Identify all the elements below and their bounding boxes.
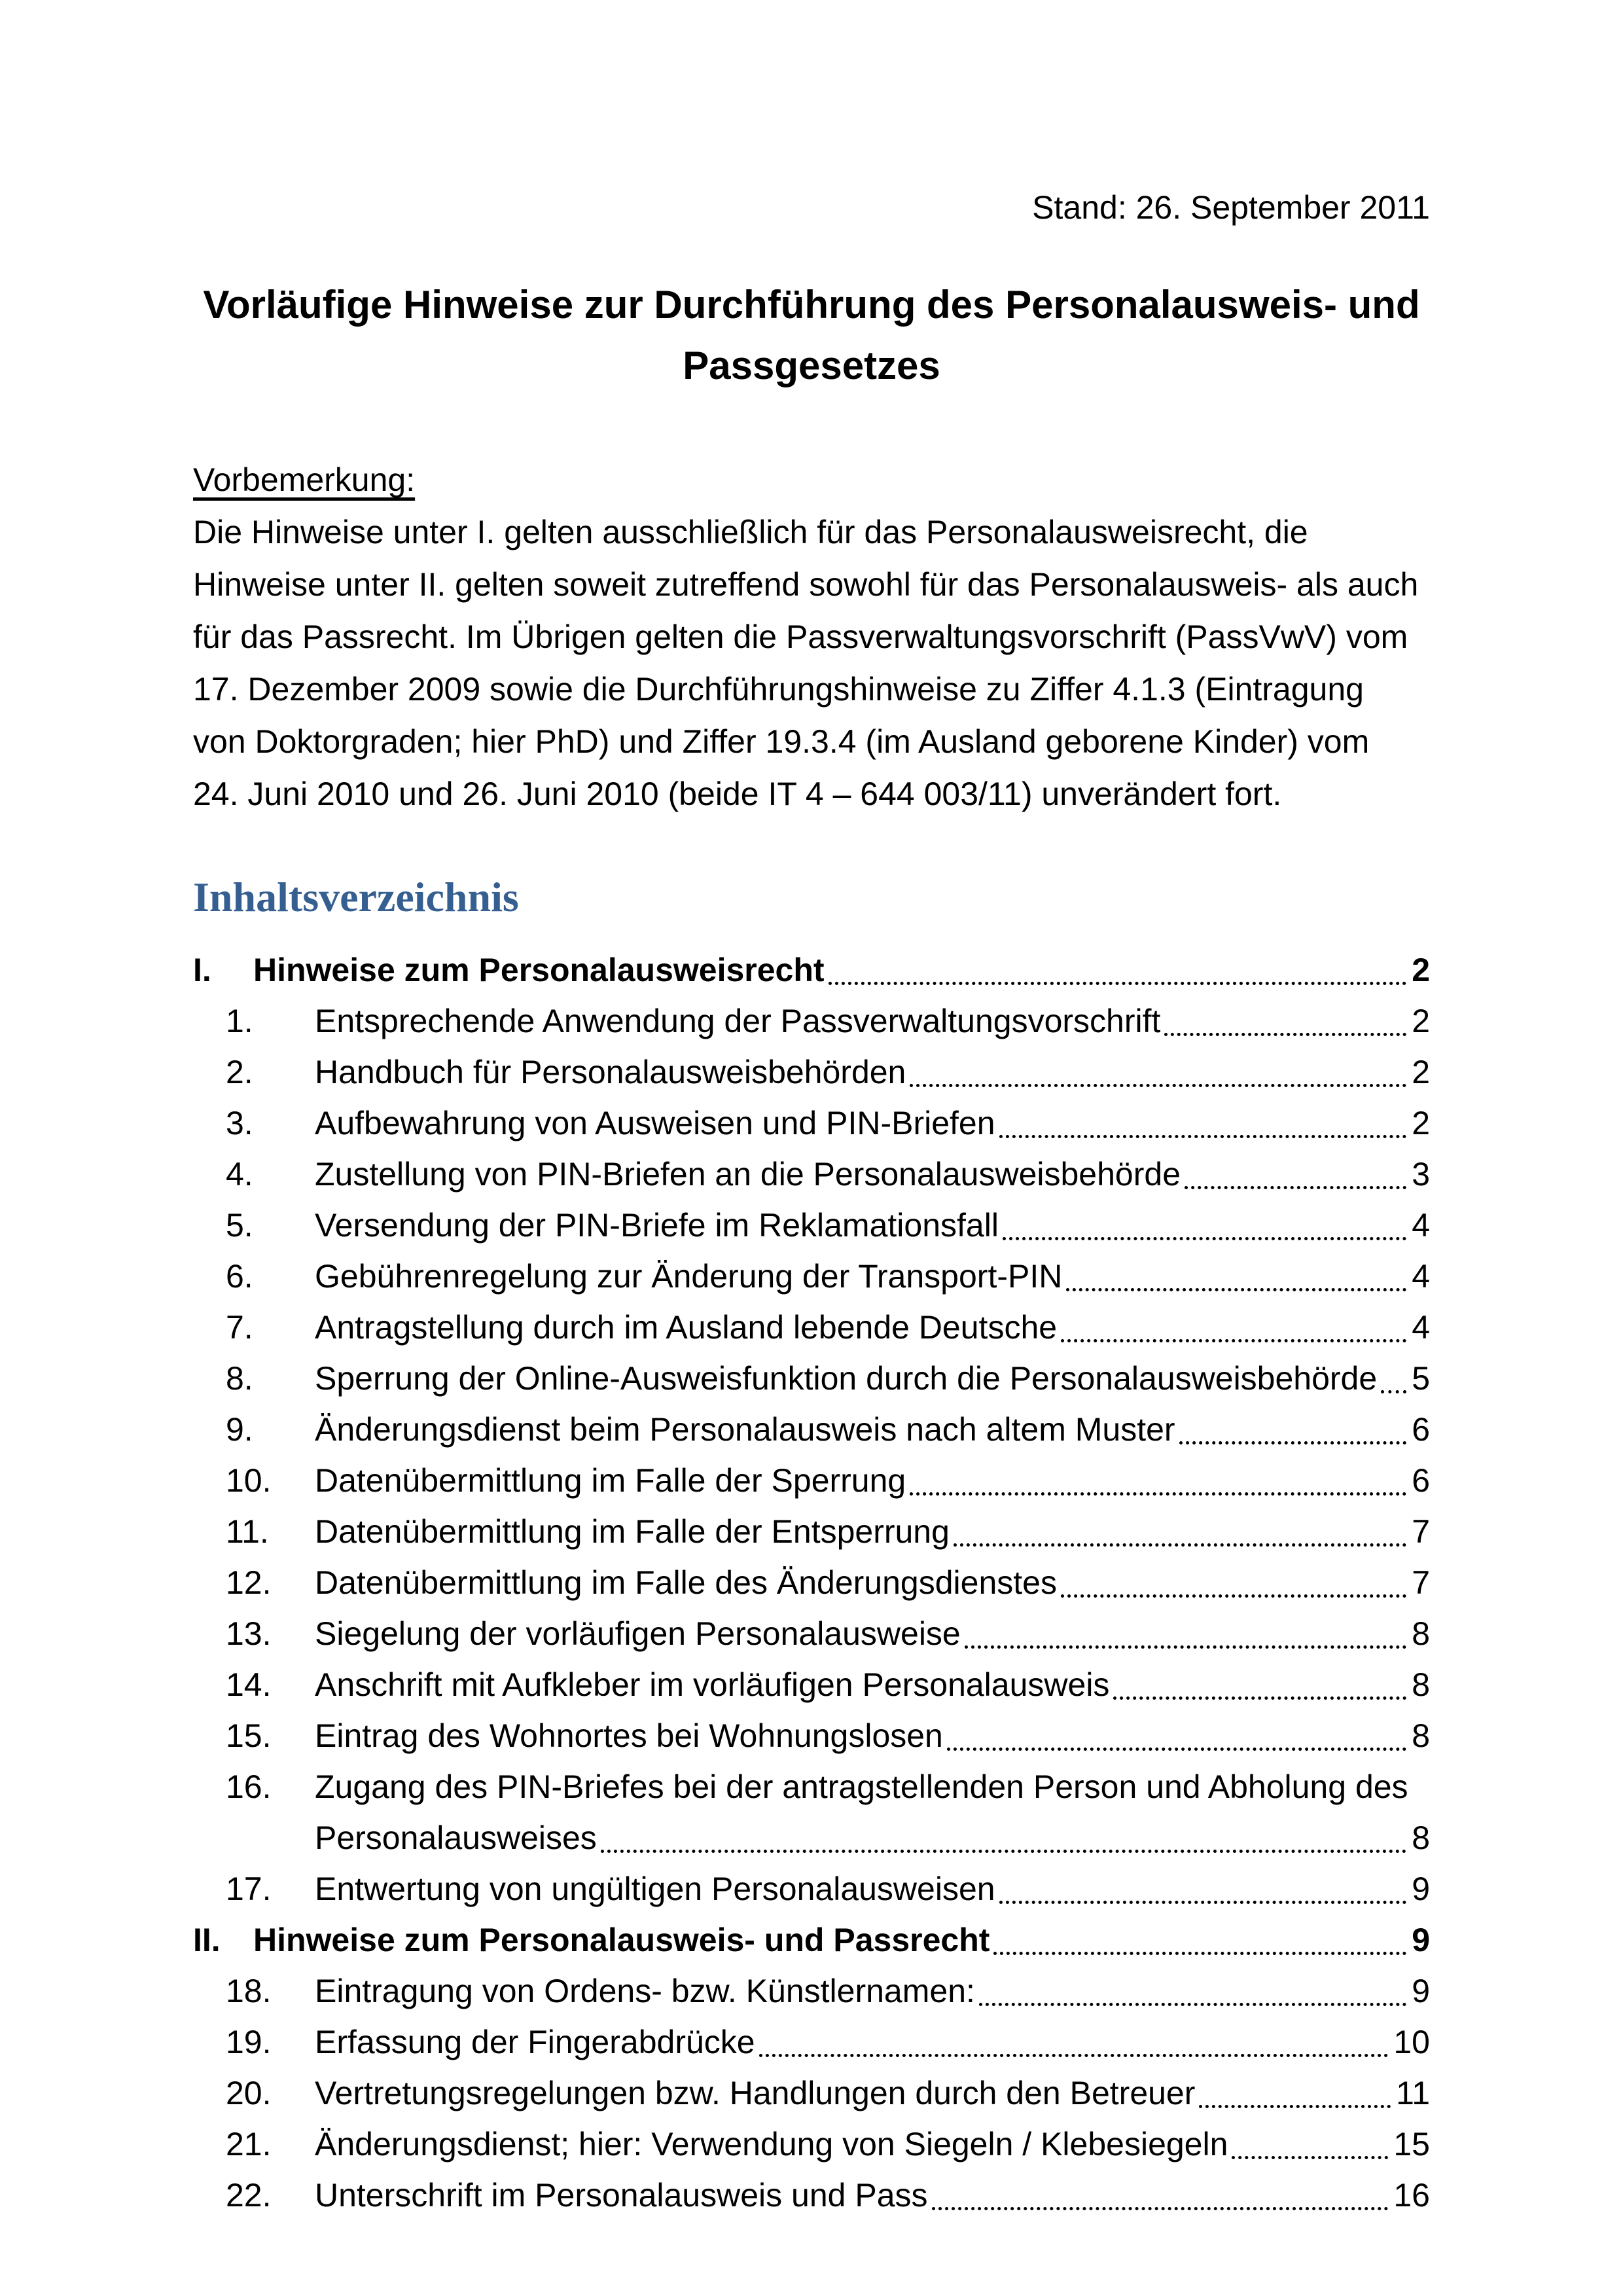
toc-entry-label: Handbuch für Personalausweisbehörden bbox=[315, 1054, 906, 1090]
foreword-heading: Vorbemerkung: bbox=[193, 461, 416, 498]
toc-entry-page: 11 bbox=[1396, 2075, 1430, 2111]
toc-entry-II[interactable] bbox=[193, 1914, 1430, 1965]
toc-heading: Inhaltsverzeichnis bbox=[193, 874, 519, 920]
toc-entry-label: Antragstellung durch im Ausland lebende Deutsche bbox=[315, 1309, 1058, 1346]
toc-entry-page: 4 bbox=[1412, 1309, 1430, 1346]
toc-entry-label: Siegelung der vorläufigen Personalausweise bbox=[315, 1615, 961, 1652]
toc-entry-number: II. bbox=[193, 1922, 221, 1958]
toc-entry-22[interactable] bbox=[193, 2170, 1430, 2221]
toc-entry-label: Datenübermittlung im Falle der Sperrung bbox=[315, 1462, 906, 1499]
toc-entry-page: 2 bbox=[1412, 1003, 1430, 1039]
toc-entry-label: Hinweise zum Personalausweisrecht bbox=[253, 952, 825, 988]
toc-entry-number: 19. bbox=[226, 2024, 272, 2060]
toc-entry-label: Datenübermittlung im Falle der Entsperrung bbox=[315, 1513, 950, 1550]
toc-dot-leader bbox=[993, 1952, 1406, 1955]
toc-entry-page: 8 bbox=[1412, 1820, 1430, 1856]
document-date-line: Stand: 26. September 2011 bbox=[1032, 189, 1430, 226]
toc-entry-page: 6 bbox=[1412, 1411, 1430, 1448]
toc-entry-9[interactable] bbox=[193, 1404, 1430, 1455]
table-of-contents bbox=[193, 944, 1430, 2221]
toc-entry-number: 9. bbox=[226, 1411, 253, 1448]
toc-entry-number: 20. bbox=[226, 2075, 272, 2111]
toc-entry-I[interactable] bbox=[193, 944, 1430, 996]
toc-entry-number: 16. bbox=[226, 1768, 272, 1805]
toc-entry-14[interactable] bbox=[193, 1659, 1430, 1710]
toc-entry-page: 2 bbox=[1412, 1105, 1430, 1141]
toc-entry-page: 2 bbox=[1412, 952, 1430, 988]
toc-entry-number: 21. bbox=[226, 2126, 272, 2162]
toc-entry-8[interactable] bbox=[193, 1353, 1430, 1404]
toc-entry-label: Änderungsdienst beim Personalausweis nach altem Muster bbox=[315, 1411, 1175, 1448]
toc-dot-leader bbox=[947, 1748, 1406, 1751]
toc-entry-label: Gebührenregelung zur Änderung der Transport-PIN bbox=[315, 1258, 1063, 1295]
toc-entry-page: 9 bbox=[1412, 1973, 1430, 2009]
toc-entry-page: 8 bbox=[1412, 1615, 1430, 1652]
toc-entry-page: 9 bbox=[1412, 1922, 1430, 1958]
toc-entry-10[interactable] bbox=[193, 1455, 1430, 1506]
foreword-section bbox=[193, 454, 1430, 820]
toc-entry-label: Entsprechende Anwendung der Passverwaltungsvorschrift bbox=[315, 1003, 1161, 1039]
toc-dot-leader bbox=[759, 2054, 1389, 2057]
toc-dot-leader bbox=[910, 1492, 1406, 1496]
toc-entry-number: 2. bbox=[226, 1054, 253, 1090]
toc-entry-6[interactable] bbox=[193, 1251, 1430, 1302]
toc-entry-number: 10. bbox=[226, 1462, 272, 1499]
toc-entry-label: Erfassung der Fingerabdrücke bbox=[315, 2024, 755, 2060]
toc-entry-number: 4. bbox=[226, 1156, 253, 1193]
toc-dot-leader bbox=[999, 1901, 1407, 1904]
toc-entry-page: 6 bbox=[1412, 1462, 1430, 1499]
document-title bbox=[193, 274, 1430, 396]
toc-entry-label: Hinweise zum Personalausweis- und Passrecht bbox=[253, 1922, 990, 1958]
toc-dot-leader bbox=[910, 1084, 1406, 1087]
foreword-line: für das Passrecht. Im Übrigen gelten die Passverwaltungsvorschrift (PassVwV) vom bbox=[193, 619, 1408, 655]
toc-dot-leader bbox=[932, 2207, 1389, 2210]
toc-entry-number: 11. bbox=[226, 1513, 269, 1550]
toc-dot-leader bbox=[829, 982, 1407, 985]
toc-entry-11[interactable] bbox=[193, 1506, 1430, 1557]
toc-entry-label: Entwertung von ungültigen Personalausweisen bbox=[315, 1871, 995, 1907]
toc-dot-leader bbox=[1179, 1441, 1407, 1444]
toc-dot-leader bbox=[954, 1543, 1406, 1547]
toc-dot-leader bbox=[965, 1645, 1406, 1649]
toc-entry-number: 22. bbox=[226, 2177, 272, 2214]
toc-entry-5[interactable] bbox=[193, 1200, 1430, 1251]
toc-entry-page: 7 bbox=[1412, 1513, 1430, 1550]
toc-dot-leader bbox=[979, 2003, 1406, 2006]
toc-entry-label: Personalausweises bbox=[315, 1820, 597, 1856]
toc-dot-leader bbox=[999, 1135, 1407, 1138]
toc-entry-number: 1. bbox=[226, 1003, 253, 1039]
toc-entry-page: 8 bbox=[1412, 1666, 1430, 1703]
toc-entry-number: 12. bbox=[226, 1564, 272, 1601]
toc-entry-7[interactable] bbox=[193, 1302, 1430, 1353]
toc-entry-label: Unterschrift im Personalausweis und Pass bbox=[315, 2177, 928, 2214]
toc-entry-page: 3 bbox=[1412, 1156, 1430, 1193]
toc-entry-1[interactable] bbox=[193, 996, 1430, 1047]
toc-entry-label: Anschrift mit Aufkleber im vorläufigen Personalausweis bbox=[315, 1666, 1110, 1703]
toc-entry-label: Eintragung von Ordens- bzw. Künstlernamen: bbox=[315, 1973, 975, 2009]
toc-entry-label: Eintrag des Wohnortes bei Wohnungslosen bbox=[315, 1717, 943, 1754]
toc-entry-number: 17. bbox=[226, 1871, 272, 1907]
toc-entry-13[interactable] bbox=[193, 1608, 1430, 1659]
toc-entry-page: 16 bbox=[1393, 2177, 1430, 2214]
toc-entry-page: 4 bbox=[1412, 1258, 1430, 1295]
document-title-line2: Passgesetzes bbox=[683, 344, 940, 387]
toc-entry-number: 15. bbox=[226, 1717, 272, 1754]
toc-entry-label: Aufbewahrung von Ausweisen und PIN-Briefen bbox=[315, 1105, 995, 1141]
document-title-line1: Vorläufige Hinweise zur Durchführung des Personalausweis- und bbox=[203, 283, 1420, 327]
toc-entry-number: 8. bbox=[226, 1360, 253, 1397]
toc-entry-number: I. bbox=[193, 952, 211, 988]
foreword-line: Die Hinweise unter I. gelten ausschließlich für das Personalausweisrecht, die bbox=[193, 514, 1308, 550]
toc-dot-leader bbox=[1003, 1237, 1406, 1240]
toc-entry-2[interactable] bbox=[193, 1047, 1430, 1098]
toc-entry-label: Versendung der PIN-Briefe im Reklamationsfall bbox=[315, 1207, 999, 1244]
toc-entry-15[interactable] bbox=[193, 1710, 1430, 1761]
toc-dot-leader bbox=[1066, 1288, 1406, 1291]
toc-entry-number: 13. bbox=[226, 1615, 272, 1652]
toc-entry-page: 8 bbox=[1412, 1717, 1430, 1754]
foreword-line: 17. Dezember 2009 sowie die Durchführungshinweise zu Ziffer 4.1.3 (Eintragung bbox=[193, 671, 1364, 708]
toc-entry-label: Zugang des PIN-Briefes bei der antragstellenden Person und Abholung des bbox=[315, 1768, 1408, 1805]
toc-entry-label: Zustellung von PIN-Briefen an die Personalausweisbehörde bbox=[315, 1156, 1181, 1193]
toc-entry-17[interactable] bbox=[193, 1863, 1430, 1914]
foreword-line: 24. Juni 2010 und 26. Juni 2010 (beide IT 4 – 644 003/11) unverändert fort. bbox=[193, 776, 1282, 812]
toc-entry-4[interactable] bbox=[193, 1149, 1430, 1200]
toc-dot-leader bbox=[1061, 1594, 1406, 1598]
toc-entry-number: 18. bbox=[226, 1973, 272, 2009]
toc-entry-page: 10 bbox=[1393, 2024, 1430, 2060]
toc-dot-leader bbox=[1113, 1696, 1406, 1700]
toc-entry-21[interactable] bbox=[193, 2119, 1430, 2170]
toc-dot-leader bbox=[1185, 1186, 1406, 1189]
toc-dot-leader bbox=[1199, 2105, 1391, 2108]
toc-entry-page: 5 bbox=[1412, 1360, 1430, 1397]
toc-entry-page: 15 bbox=[1393, 2126, 1430, 2162]
toc-dot-leader bbox=[1381, 1390, 1406, 1393]
toc-entry-12[interactable] bbox=[193, 1557, 1430, 1608]
toc-entry-16[interactable] bbox=[193, 1761, 1430, 1812]
toc-entry-page: 4 bbox=[1412, 1207, 1430, 1244]
toc-entry-16-continuation[interactable] bbox=[193, 1812, 1430, 1863]
toc-entry-label: Vertretungsregelungen bzw. Handlungen durch den Betreuer bbox=[315, 2075, 1196, 2111]
toc-entry-number: 14. bbox=[226, 1666, 272, 1703]
foreword-line: Hinweise unter II. gelten soweit zutreffend sowohl für das Personalausweis- als auch bbox=[193, 566, 1419, 603]
foreword-line: von Doktorgraden; hier PhD) und Ziffer 19.3.4 (im Ausland geborene Kinder) vom bbox=[193, 723, 1370, 760]
toc-entry-page: 9 bbox=[1412, 1871, 1430, 1907]
toc-entry-18[interactable] bbox=[193, 1965, 1430, 2017]
toc-entry-19[interactable] bbox=[193, 2017, 1430, 2068]
toc-dot-leader bbox=[1164, 1033, 1406, 1036]
toc-entry-number: 6. bbox=[226, 1258, 253, 1295]
toc-dot-leader bbox=[1061, 1339, 1406, 1342]
toc-dot-leader bbox=[601, 1850, 1406, 1853]
toc-entry-label: Sperrung der Online-Ausweisfunktion durch die Personalausweisbehörde bbox=[315, 1360, 1378, 1397]
toc-entry-page: 7 bbox=[1412, 1564, 1430, 1601]
toc-entry-page: 2 bbox=[1412, 1054, 1430, 1090]
toc-entry-3[interactable] bbox=[193, 1098, 1430, 1149]
toc-entry-number: 3. bbox=[226, 1105, 253, 1141]
toc-entry-label: Datenübermittlung im Falle des Änderungsdienstes bbox=[315, 1564, 1057, 1601]
toc-entry-number: 7. bbox=[226, 1309, 253, 1346]
toc-entry-20[interactable] bbox=[193, 2068, 1430, 2119]
toc-entry-label: Änderungsdienst; hier: Verwendung von Siegeln / Klebesiegeln bbox=[315, 2126, 1228, 2162]
toc-dot-leader bbox=[1232, 2156, 1388, 2159]
toc-entry-number: 5. bbox=[226, 1207, 253, 1244]
